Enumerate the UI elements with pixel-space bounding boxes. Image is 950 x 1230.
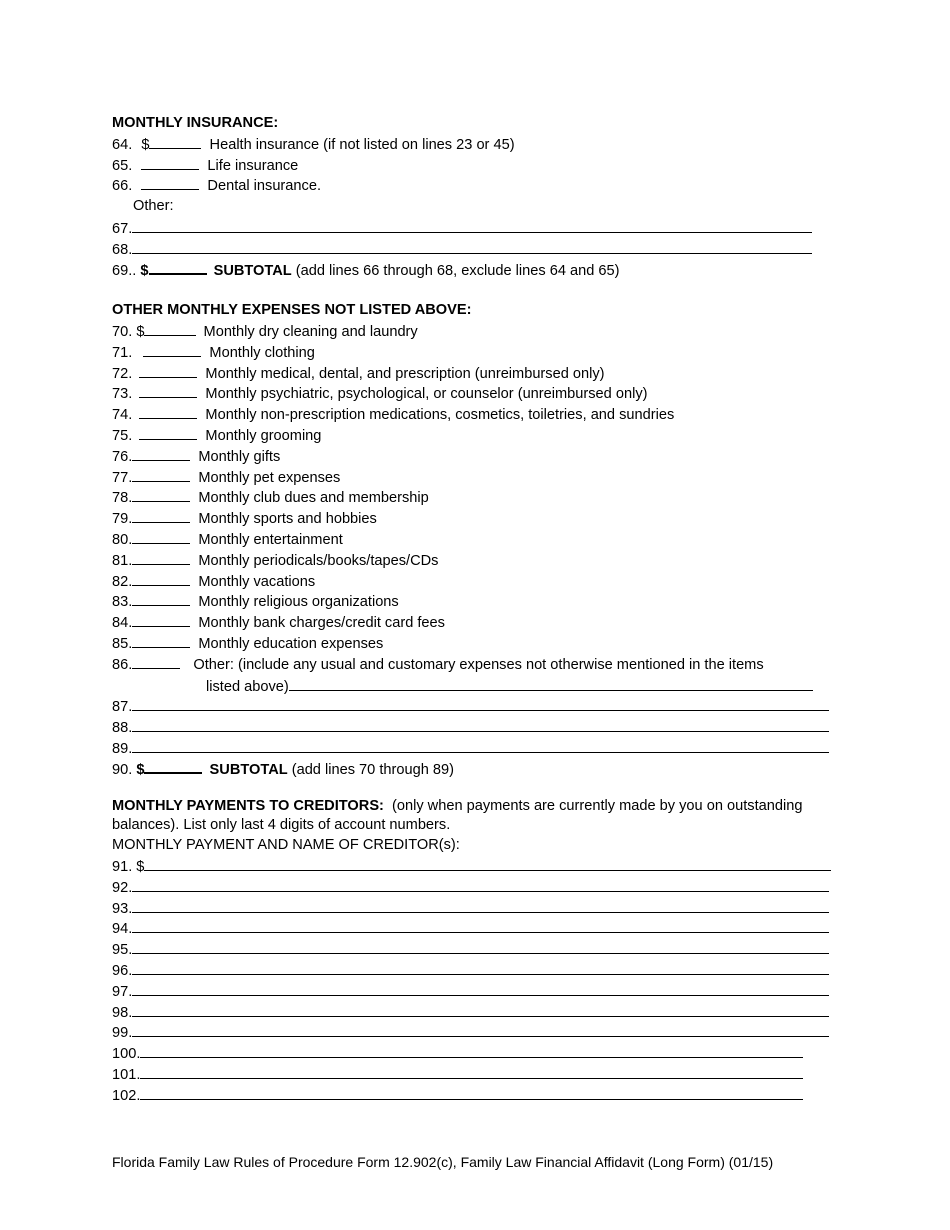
subtotal-label: SUBTOTAL [209,761,288,778]
amount-field[interactable] [132,487,190,502]
line-number: 91. [112,859,133,875]
line-75 [112,425,842,446]
text-field[interactable] [140,1084,803,1100]
creditors-heading-note: (only when payments are currently made by you on outstanding balances). List only last 4 digits of account numbers. [112,797,803,833]
dollar-sign: $ [136,859,145,875]
line-78 [112,487,842,508]
line-number: 72. [112,365,133,382]
line-80 [112,529,842,550]
line-64 [112,134,842,155]
text-field[interactable] [132,897,829,913]
form-page [112,113,842,1105]
line-label: Monthly periodicals/books/tapes/CDs [198,552,439,569]
line-number: 94. [112,921,133,938]
line-number: 99. [112,1025,133,1042]
line-label: Monthly clothing [209,344,315,361]
text-field[interactable] [289,675,813,691]
amount-field[interactable] [132,612,190,627]
dollar-sign: $ [141,136,150,153]
line-number: 71. [112,344,133,361]
amount-field[interactable] [139,363,197,378]
line-91 [112,855,842,876]
line-99 [112,1021,842,1042]
line-82 [112,571,842,592]
text-field[interactable] [132,980,829,996]
line-label: Monthly medical, dental, and prescription (unreimbursed only) [205,365,605,382]
amount-field[interactable] [132,529,190,544]
amount-field[interactable] [149,134,201,149]
text-field[interactable] [132,716,829,732]
other-label: Other: [133,198,174,215]
line-97 [112,980,842,1001]
line-label: Monthly grooming [205,427,322,444]
text-field[interactable] [132,695,829,711]
line-101 [112,1063,842,1084]
line-number: 97. [112,983,133,1000]
text-field[interactable] [144,855,831,871]
subtotal-field[interactable] [144,758,202,774]
line-number: 88. [112,720,133,737]
text-field[interactable] [132,737,829,753]
line-88 [112,716,842,737]
line-74 [112,404,842,425]
amount-field[interactable] [132,591,190,606]
other-expenses-heading: OTHER MONTHLY EXPENSES NOT LISTED ABOVE: [112,302,472,319]
line-69-subtotal [112,259,842,280]
line-number: 80. [112,531,133,548]
line-label: Monthly gifts [198,448,281,465]
line-number: 90. [112,761,133,778]
line-number: 98. [112,1004,133,1021]
dollar-sign: $ [136,323,145,340]
text-field[interactable] [132,1001,829,1017]
dollar-sign: $ [140,262,149,279]
amount-field[interactable] [143,342,201,357]
line-number: 74. [112,407,133,424]
line-number: 87. [112,699,133,716]
line-number: 79. [112,511,133,528]
line-number: 95. [112,942,133,959]
line-102 [112,1084,842,1105]
text-field[interactable] [132,917,829,933]
dollar-sign: $ [136,761,145,778]
line-number: 83. [112,594,133,611]
line-66 [112,175,842,196]
line-67 [112,217,842,238]
line-label: Monthly psychiatric, psychological, or counselor (unreimbursed only) [205,386,648,403]
creditors-subheading: MONTHLY PAYMENT AND NAME OF CREDITOR(s): [112,836,460,853]
line-number: 82. [112,573,133,590]
line-93 [112,897,842,918]
subtotal-note: (add lines 70 through 89) [291,761,454,778]
page-footer: Florida Family Law Rules of Procedure Form 12.902(c), Family Law Financial Affidavit (Long Form) (01/15) [112,1154,774,1170]
amount-field[interactable] [132,550,190,565]
creditors-heading: MONTHLY PAYMENTS TO CREDITORS: [112,797,384,814]
line-83 [112,591,842,612]
line-number: 78. [112,490,133,507]
line-label: Monthly bank charges/credit card fees [198,615,445,632]
amount-field[interactable] [132,633,190,648]
amount-field[interactable] [132,467,190,482]
line-79 [112,508,842,529]
line-label: Monthly vacations [198,573,316,590]
text-field[interactable] [132,1021,829,1037]
text-field[interactable] [132,238,812,254]
subtotal-note: (add lines 66 through 68, exclude lines 64 and 65) [295,262,620,279]
line-number: 81. [112,552,133,569]
text-field[interactable] [140,1042,803,1058]
line-label: Health insurance (if not listed on lines 23 or 45) [209,136,515,153]
line-68 [112,238,842,259]
line-number: 75. [112,427,133,444]
line-92 [112,876,842,897]
line-73 [112,383,842,404]
text-field[interactable] [140,1063,803,1079]
line-86-continued [112,675,842,696]
line-number: 73. [112,386,133,403]
line-86 [112,654,842,675]
amount-field[interactable] [139,383,197,398]
line-94 [112,917,842,938]
line-label: Monthly non-prescription medications, cosmetics, toiletries, and sundries [205,407,675,424]
amount-field[interactable] [132,508,190,523]
line-label: Monthly education expenses [198,635,384,652]
text-field[interactable] [132,959,829,975]
line-85 [112,633,842,654]
line-number: 69.. [112,262,137,279]
line-87 [112,695,842,716]
line-number: 77. [112,469,133,486]
line-number: 67. [112,220,133,237]
amount-field[interactable] [141,155,199,170]
line-number: 68. [112,241,133,258]
amount-field[interactable] [139,404,197,419]
line-number: 100. [112,1046,141,1063]
subtotal-field[interactable] [149,259,207,275]
line-label: Monthly entertainment [198,531,343,548]
line-number: 89. [112,740,133,757]
line-number: 92. [112,879,133,896]
line-100 [112,1042,842,1063]
amount-field[interactable] [141,175,199,190]
line-96 [112,959,842,980]
line-76 [112,446,842,467]
insurance-heading: MONTHLY INSURANCE: [112,115,279,131]
line-number: 85. [112,635,133,652]
line-number: 86. [112,656,133,673]
text-field[interactable] [132,876,829,892]
amount-field[interactable] [132,654,180,669]
text-field[interactable] [132,938,829,954]
line-84 [112,612,842,633]
amount-field[interactable] [132,446,190,461]
creditors-heading-block [112,797,842,836]
amount-field[interactable] [139,425,197,440]
line-label: Monthly club dues and membership [198,490,429,507]
line-70 [112,321,842,342]
line-71 [112,342,842,363]
amount-field[interactable] [144,321,196,336]
line-90-subtotal [112,758,842,779]
line-number: 70. [112,323,133,340]
line-label: Monthly religious organizations [198,594,399,611]
line-label: Dental insurance. [207,178,321,195]
line-number: 64. [112,136,133,153]
line-label: Other: (include any usual and customary expenses not otherwise mentioned in the items [193,656,764,673]
line-81 [112,550,842,571]
line-label: listed above) [206,678,289,695]
text-field[interactable] [132,217,812,233]
line-98 [112,1001,842,1022]
line-label: Monthly dry cleaning and laundry [203,323,418,340]
line-95 [112,938,842,959]
line-number: 66. [112,178,133,195]
line-label: Monthly sports and hobbies [198,511,377,528]
line-72 [112,363,842,384]
line-89 [112,737,842,758]
line-number: 96. [112,962,133,979]
line-label: Life insurance [207,157,299,174]
line-label: Monthly pet expenses [198,469,341,486]
line-number: 102. [112,1087,141,1104]
line-number: 101. [112,1066,141,1083]
line-number: 65. [112,157,133,174]
amount-field[interactable] [132,571,190,586]
line-number: 93. [112,900,133,917]
line-number: 76. [112,448,133,465]
line-number: 84. [112,615,133,632]
line-77 [112,467,842,488]
line-65 [112,155,842,176]
subtotal-label: SUBTOTAL [213,262,292,279]
